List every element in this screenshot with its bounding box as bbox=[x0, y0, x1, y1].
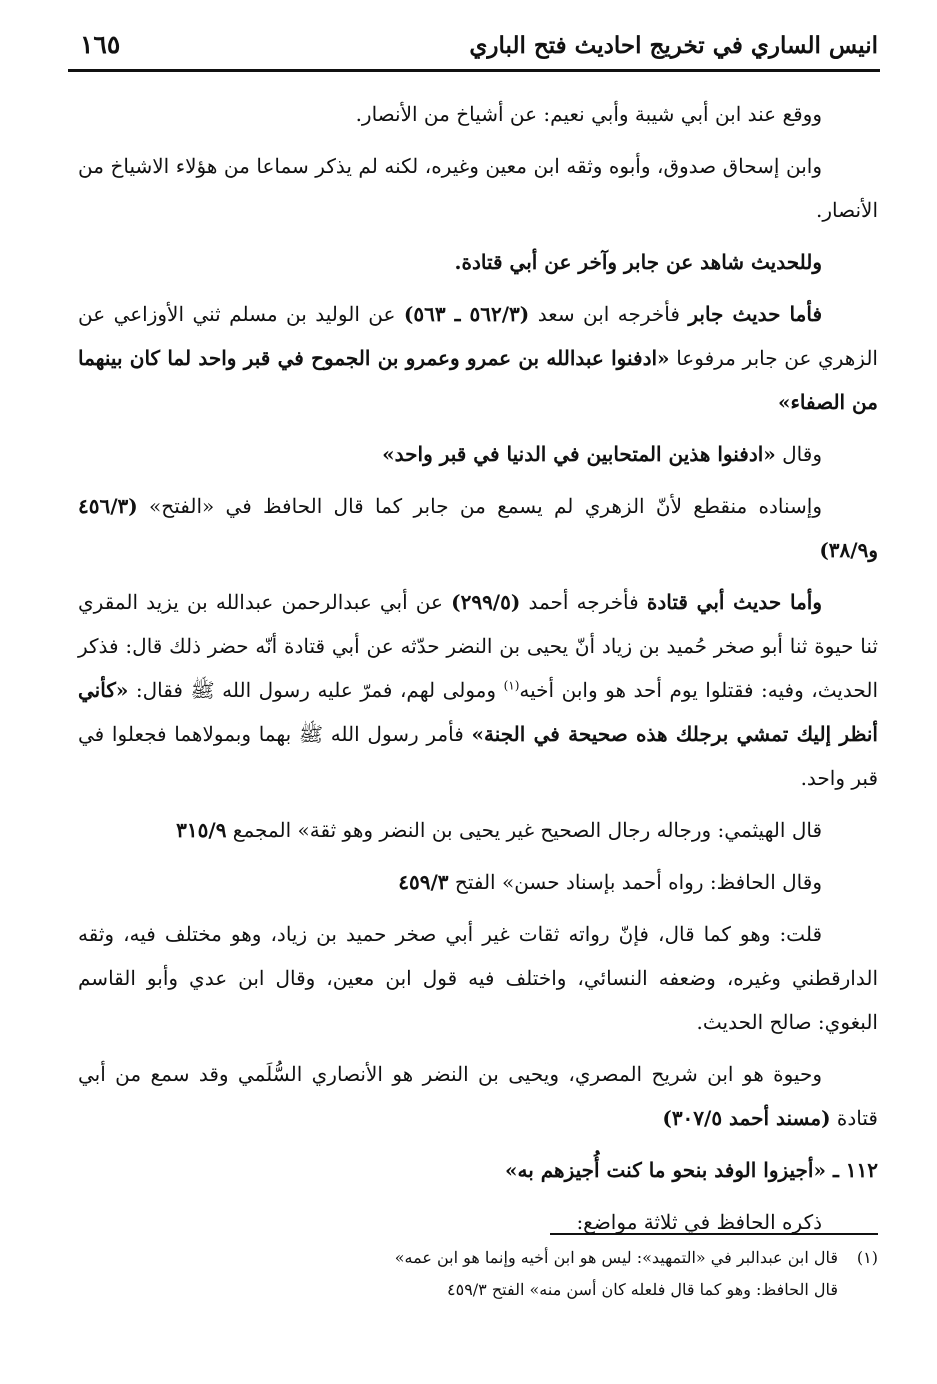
text-run: عن الوليد بن مسلم ثني الأوزاعي عن الزهري عن جابر مرفوعا bbox=[78, 302, 878, 370]
footnote-text: قال الحافظ: وهو كما قال فلعله كان أسن منه» الفتح ٤٥٩/٣ bbox=[447, 1280, 838, 1299]
paragraph-11 bbox=[78, 1052, 878, 1140]
footnote-1 bbox=[78, 1242, 878, 1274]
footnotes bbox=[78, 1242, 878, 1306]
footnote-rule bbox=[550, 1233, 878, 1235]
paragraph-7 bbox=[78, 580, 878, 800]
hadith-heading: ١١٢ ـ «أجيزوا الوفد بنحو ما كنت أُجيزهم به» bbox=[504, 1158, 878, 1182]
hadith-quote: «كأني أنظر إليك تمشي برجلك هذه صحيحة في الجنة» bbox=[78, 678, 878, 746]
citation: ٤٥٩/٣ bbox=[398, 870, 449, 894]
text-run: وقال bbox=[775, 442, 822, 466]
text-run: وقال الحافظ: رواه أحمد بإسناد حسن» الفتح bbox=[448, 870, 822, 894]
hadith-quote: «ادفنوا عبدالله بن عمرو وعمرو بن الجموح في قبر واحد لما كان بينهما من الصفاء» bbox=[78, 346, 878, 414]
text-run: فأخرجه ابن سعد bbox=[529, 302, 689, 326]
text-run: قال الهيثمي: ورجاله رجال الصحيح غير يحيى بن النضر وهو ثقة» المجمع bbox=[226, 818, 822, 842]
citation: (٢٩٩/٥) bbox=[451, 590, 521, 614]
text-run: ومولى لهم، فمرّ عليه رسول الله ﷺ فقال: bbox=[128, 678, 504, 702]
citation: (٥٦٢/٣ ـ ٥٦٣) bbox=[403, 302, 530, 326]
paragraph-6 bbox=[78, 484, 878, 572]
citation: ٣١٥/٩ bbox=[176, 818, 227, 842]
text-run: فأمر رسول الله ﷺ بهما وبمولاهما فجعلوا في قبر واحد. bbox=[78, 722, 878, 790]
citation: (٤٥٦/٣ و٣٨/٩) bbox=[78, 494, 878, 562]
paragraph-3: وللحديث شاهد عن جابر وآخر عن أبي قتادة. bbox=[454, 250, 822, 274]
bold-lead: فأما حديث جابر bbox=[688, 302, 823, 326]
paragraph-1: ووقع عند ابن أبي شيبة وأبي نعيم: عن أشياخ من الأنصار. bbox=[355, 102, 822, 126]
paragraph-8 bbox=[78, 808, 878, 852]
bold-lead: وأما حديث أبي قتادة bbox=[646, 590, 823, 614]
paragraph-10: قلت: وهو كما قال، فإنّ رواته ثقات غير أبي صخر حميد بن زياد، وهو مختلف فيه، وثقه الدارقطني وغيره، وضعفه النسائي، واختلف فيه قول ابن معين، وقال ابن عدي وأبو القاسم البغوي: صالح الحديث. bbox=[78, 922, 878, 1034]
hadith-quote: «ادفنوا هذين المتحابين في الدنيا في قبر واحد» bbox=[382, 442, 776, 466]
footnote-marker: (١) bbox=[503, 678, 520, 693]
running-header bbox=[68, 30, 878, 66]
header-rule bbox=[68, 69, 880, 72]
text-run: وإسناده منقطع لأنّ الزهري لم يسمع من جابر كما قال الحافظ في «الفتح» bbox=[137, 494, 822, 518]
text-run: وحيوة هو ابن شريح المصري، ويحيى بن النضر هو الأنصاري السُّلَمي وقد سمع من أبي قتادة bbox=[78, 1062, 878, 1130]
paragraph-9 bbox=[78, 860, 878, 904]
footnote-1-continued bbox=[78, 1274, 878, 1306]
paragraph-5 bbox=[78, 432, 878, 476]
footnote-number: (١) bbox=[856, 1248, 878, 1267]
citation: (مسند أحمد ٣٠٧/٥) bbox=[662, 1106, 831, 1130]
page-number: ١٦٥ bbox=[80, 30, 121, 59]
paragraph-13: ذكره الحافظ في ثلاثة مواضع: bbox=[576, 1210, 822, 1234]
main-text bbox=[78, 92, 878, 1252]
header-title: انيس الساري في تخريج احاديث فتح الباري bbox=[469, 32, 878, 59]
paragraph-2: وابن إسحاق صدوق، وأبوه وثقه ابن معين وغيره، لكنه لم يذكر سماعا من هؤلاء الاشياخ من الأنصار. bbox=[78, 154, 878, 222]
text-run: فأخرجه أحمد bbox=[520, 590, 647, 614]
footnote-text: قال ابن عبدالبر في «التمهيد»: ليس هو ابن أخيه وإنما هو ابن عمه» bbox=[394, 1248, 838, 1267]
text-run: عن أبي عبدالرحمن عبدالله بن يزيد المقري ثنا حيوة ثنا أبو صخر حُميد بن زياد أنّ يحيى بن النضر حدّثه عن أبي قتادة أنّه حضر ذلك قال: فذكر الحديث، وفيه: فقتلوا يوم أحد هو وابن أخيه bbox=[78, 590, 878, 702]
paragraph-4 bbox=[78, 292, 878, 424]
